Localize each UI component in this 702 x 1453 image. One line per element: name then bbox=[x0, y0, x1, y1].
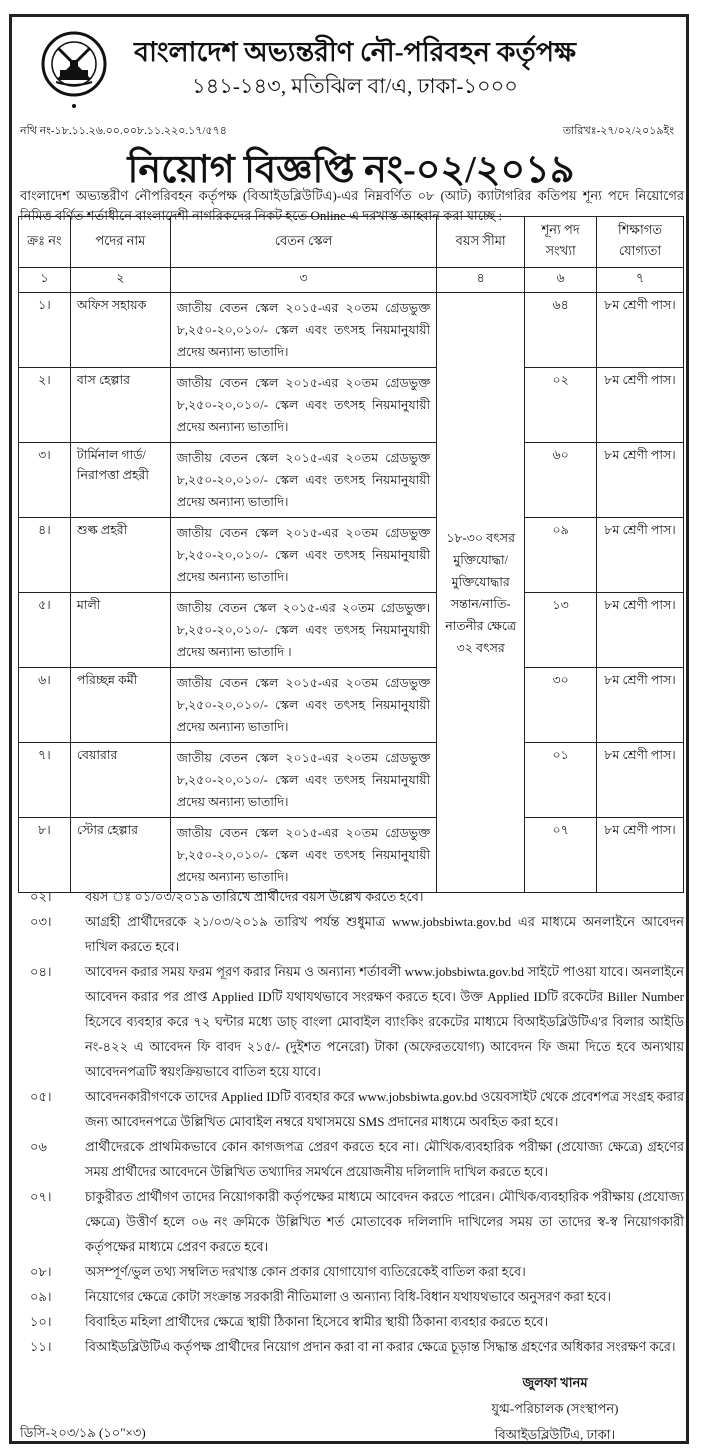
signatory-designation: যুগ্ম-পরিচালক (সংস্থাপন) bbox=[491, 1401, 619, 1416]
salary-scale-cell: জাতীয় বেতন স্কেল ২০১৫-এর ২০তম গ্রেডভুক্ত ৮,২৫০-২০,০১০/- স্কেল এবং তৎসহ নিয়মানুযায়ী প্রদেয় অন্যান্য ভাতাদি। bbox=[170, 443, 436, 518]
term-item bbox=[30, 1259, 684, 1284]
term-item bbox=[30, 1334, 684, 1359]
term-text: আগ্রহী প্রার্থীদেরকে ২১/০৩/২০১৯ তারিখ পর্যন্ত শুধুমাত্র www.jobsbiwta.gov.bd এর মাধ্যমে অনলাইনে আবেদন দাখিল করতে হবে। bbox=[85, 914, 684, 954]
terms-list bbox=[30, 884, 684, 1359]
serial-cell: ৩। bbox=[19, 443, 71, 518]
organization-address: ১৪১-১৪৩, মতিঝিল বা/এ, ঢাকা-১০০০ bbox=[192, 74, 518, 98]
table-row bbox=[19, 668, 684, 743]
serial-cell: ৬। bbox=[19, 668, 71, 743]
term-number: ০৩। bbox=[30, 914, 52, 929]
table-row bbox=[19, 818, 684, 893]
term-number: ০৫। bbox=[30, 1089, 52, 1104]
intro-paragraph: বাংলাদেশ অভ্যন্তরীণ নৌপরিবহন কর্তৃপক্ষ (বিআইডব্লিউটিএ)-এর নিম্নবর্ণিত ০৮ (আট) ক্যাটাগরির কতিপয় শূন্য পদে নিয়োগের নিমিত্ত বর্ণিত শর্তাধীনে বাংলাদেশী নাগরিকদের নিকট হতে Online এ দরখাস্ত আহ্বান করা যাচ্ছে : bbox=[20, 188, 684, 223]
term-text: বিআইডব্লিউটিএ কর্তৃপক্ষ প্রার্থীদের নিয়োগ প্রদান করা বা না করার ক্ষেত্রে চূড়ান্ত সিদ্ধান্ত গ্রহণের অধিকার সংরক্ষণ করে। bbox=[85, 1339, 676, 1354]
term-number: ০৪। bbox=[30, 964, 52, 979]
signatory-name: জুলফা খানম bbox=[522, 1375, 588, 1390]
table-row bbox=[19, 743, 684, 818]
qualification-cell: ৮ম শ্রেণী পাস। bbox=[597, 368, 684, 443]
salary-scale-cell: জাতীয় বেতন স্কেল ২০১৫-এর ২০তম গ্রেডভুক্ত ৮,২৫০-২০,০১০/- স্কেল এবং তৎসহ নিয়মানুযায়ী প্রদেয় অন্যান্য ভাতাদি। bbox=[170, 668, 436, 743]
term-text: বয়স ঃ ০১/০৩/২০১৯ তারিখে প্রার্থীদের বয়স উল্লেখ করতে হবে। bbox=[85, 889, 424, 904]
term-text: প্রার্থীদেরকে প্রাথমিকভাবে কোন কাগজপত্র প্রেরণ করতে হবে না। মৌখিক/ব্যবহারিক পরীক্ষা (প্রযোজ্য ক্ষেত্রে) গ্রহণের সময় প্রার্থীদের আবেদনে উল্লিখিত তথ্যাদির সমর্থনে প্রয়োজনীয় দলিলাদি দাখিল করতে হবে। bbox=[85, 1139, 684, 1179]
age-limit-cell: ১৮-৩০ বৎসর মুক্তিযোদ্ধা/ মুক্তিযোদ্ধার সন্তান/নাতি-নাতনীর ক্ষেত্রে ৩২ বৎসর bbox=[437, 293, 525, 893]
term-text: আবেদন করার সময় ফরম পূরণ করার নিয়ম ও অন্যান্য শর্তাবলী www.jobsbiwta.gov.bd সাইটে পাওয়া যাবে। অনলাইনে আবেদন করার পর প্রাপ্ত Applied IDটি যথাযথভাবে সংরক্ষণ করতে হবে। উক্ত Applied IDটি রকেটের Biller Number হিসেবে ব্যবহার করে ৭২ ঘন্টার মধ্যে ডাচ্ বাংলা মোবাইল ব্যাংকিং রকেটের মাধ্যমে বিআইডব্লিউটিএ'র বিলার আইডি নং-৪২২ এ আবেদন ফি বাবদ ২১৫/- (দুইশত পনেরো) টাকা (অফেরতযোগ্য) আবেদন ফি জমা দিতে হবে অন্যথায় আবেদনপত্রটি স্বয়ংক্রিয়ভাবে বাতিল হয়ে যাবে। bbox=[85, 964, 684, 1079]
footer-code: ডিসি-২০৩/১৯ (১০"×৩) bbox=[20, 1425, 146, 1440]
signatory-office: বিআইডব্লিউটিএ, ঢাকা। bbox=[494, 1427, 616, 1442]
header-post: পদের নাম bbox=[70, 217, 170, 268]
table-row bbox=[19, 593, 684, 668]
serial-cell: ৭। bbox=[19, 743, 71, 818]
column-number: ৭ bbox=[597, 268, 684, 293]
term-number: ১০। bbox=[30, 1314, 52, 1329]
header-age: বয়স সীমা bbox=[437, 217, 525, 268]
term-text: চাকুরীরত প্রার্থীগণ তাদের নিয়োগকারী কর্তৃপক্ষের মাধ্যমে আবেদন করতে পারেন। মৌখিক/ব্যবহারিক পরীক্ষায় (প্রযোজ্য ক্ষেত্রে) উত্তীর্ণ হলে ০৬ নং ক্রমিকে উল্লিখিত শর্ত মোতাবেক দলিলাদি দাখিলের সময় তা তাদের স্ব-স্ব নিয়োগকারী কর্তৃপক্ষের মাধ্যমে প্রেরণ করতে হবে। bbox=[85, 1189, 684, 1254]
salary-scale-cell: জাতীয় বেতন স্কেল ২০১৫-এর ২০তম গ্রেডভুক্ত ৮,২৫০-২০,০১০/- স্কেল এবং তৎসহ নিয়মানুযায়ী প্রদেয় অন্যান্য ভাতাদি। bbox=[170, 368, 436, 443]
column-number: ৩ bbox=[170, 268, 436, 293]
term-number: ০৭। bbox=[30, 1189, 52, 1204]
qualification-cell: ৮ম শ্রেণী পাস। bbox=[597, 743, 684, 818]
salary-scale-cell: জাতীয় বেতন স্কেল ২০১৫-এর ২০তম গ্রেডভুক্ত ৮,২৫০-২০,০১০/- স্কেল এবং তৎসহ নিয়মানুযায়ী প্রদেয় অন্যান্য ভাতাদি। bbox=[170, 518, 436, 593]
term-number: ০২। bbox=[30, 889, 52, 904]
organization-name: বাংলাদেশ অভ্যন্তরীণ নৌ-পরিবহন কর্তৃপক্ষ bbox=[134, 37, 576, 67]
vacancy-cell: ৬৪ bbox=[525, 293, 597, 368]
signature-block bbox=[430, 1370, 680, 1448]
vacancy-cell: ৩০ bbox=[525, 668, 597, 743]
column-number: ৬ bbox=[525, 268, 597, 293]
term-item bbox=[30, 959, 684, 1084]
header-vacancy: শূন্য পদ সংখ্যা bbox=[525, 217, 597, 268]
term-number: ১১। bbox=[30, 1339, 52, 1354]
vacancy-cell: ০৭ bbox=[525, 818, 597, 893]
column-number: ১ bbox=[19, 268, 71, 293]
vacancy-cell: ৬০ bbox=[525, 443, 597, 518]
post-name-cell: বেয়ারার bbox=[70, 743, 170, 818]
salary-scale-cell: জাতীয় বেতন স্কেল ২০১৫-এর ২০তম গ্রেডভুক্ত ৮,২৫০-২০,০১০/- স্কেল এবং তৎসহ নিয়মানুযায়ী প্রদেয় অন্যান্য ভাতাদি। bbox=[170, 743, 436, 818]
post-name-cell: মালী bbox=[70, 593, 170, 668]
salary-scale-cell: জাতীয় বেতন স্কেল ২০১৫-এর ২০তম গ্রেডভুক্ত ৮,২৫০-২০,০১০/- স্কেল এবং তৎসহ নিয়মানুযায়ী প্রদেয় অন্যান্য ভাতাদি। bbox=[170, 818, 436, 893]
term-text: বিবাহিত মহিলা প্রার্থীদের ক্ষেত্রে স্থায়ী ঠিকানা হিসেবে স্বামীর স্থায়ী ঠিকানা ব্যবহার করতে হবে। bbox=[85, 1314, 549, 1329]
serial-cell: ২। bbox=[19, 368, 71, 443]
header-salary: বেতন স্কেল bbox=[170, 217, 436, 268]
post-name-cell: অফিস সহায়ক bbox=[70, 293, 170, 368]
header-serial: ক্রঃ নং bbox=[19, 217, 71, 268]
term-item bbox=[30, 1084, 684, 1134]
post-name-cell: বাস হেল্পার bbox=[70, 368, 170, 443]
term-item bbox=[30, 1309, 684, 1334]
term-text: আবেদনকারীগণকে তাদের Applied IDটি ব্যবহার করে www.jobsbiwta.gov.bd ওয়েবসাইট থেকে প্রবেশপত্র সংগ্রহ করার জন্য আবেদনপত্রে উল্লিখিত মোবাইল নম্বরে যথাসময়ে SMS প্রদানের মাধ্যমে অবহিত করা হবে। bbox=[85, 1089, 684, 1129]
serial-cell: ৮। bbox=[19, 818, 71, 893]
table-row bbox=[19, 443, 684, 518]
table-row bbox=[19, 293, 684, 368]
term-number: ০৯। bbox=[30, 1289, 52, 1304]
term-item bbox=[30, 884, 684, 909]
qualification-cell: ৮ম শ্রেণী পাস। bbox=[597, 293, 684, 368]
serial-cell: ১। bbox=[19, 293, 71, 368]
vacancy-cell: ১৩ bbox=[525, 593, 597, 668]
salary-scale-cell: জাতীয় বেতন স্কেল ২০১৫-এর ২০তম গ্রেডভুক্ত। ৮,২৫০-২০,০১০/- স্কেল এবং তৎসহ নিয়মানুযায়ী প্রদেয় অন্যান্য ভাতাদি । bbox=[170, 593, 436, 668]
column-number-row bbox=[19, 268, 684, 293]
post-name-cell: পরিচ্ছন্ন কর্মী bbox=[70, 668, 170, 743]
post-name-cell: টার্মিনাল গার্ড/নিরাপত্তা প্রহরী bbox=[70, 443, 170, 518]
term-text: নিয়োগের ক্ষেত্রে কোটা সংক্রান্ত সরকারী নীতিমালা ও অন্যান্য বিধি-বিধান যথাযথভাবে অনুসরণ করা হবে। bbox=[85, 1289, 612, 1304]
term-item bbox=[30, 1184, 684, 1259]
qualification-cell: ৮ম শ্রেণী পাস। bbox=[597, 668, 684, 743]
qualification-cell: ৮ম শ্রেণী পাস। bbox=[597, 518, 684, 593]
table-header-row bbox=[19, 217, 684, 268]
term-item bbox=[30, 909, 684, 959]
term-text: অসম্পূর্ণ/ভুল তথ্য সম্বলিত দরখাস্ত কোন প্রকার যোগাযোগ ব্যতিরেকেই বাতিল করা হবে। bbox=[85, 1264, 526, 1279]
term-item bbox=[30, 1134, 684, 1184]
reference-number: নথি নং-১৮.১১.২৬.০০.০০৮.১১.২২০.১৭/৫৭৪ bbox=[20, 125, 227, 137]
term-number: ০৮। bbox=[30, 1264, 52, 1279]
vacancy-table bbox=[18, 216, 684, 893]
notice-title: নিয়োগ বিজ্ঞপ্তি নং-০২/২০১৯ bbox=[127, 149, 575, 191]
column-number: ৪ bbox=[437, 268, 525, 293]
column-number: ২ bbox=[70, 268, 170, 293]
vacancy-cell: ০৯ bbox=[525, 518, 597, 593]
table-row bbox=[19, 368, 684, 443]
issue-date: তারিখঃ-২৭/০২/২০১৯ইং bbox=[562, 125, 674, 137]
term-item bbox=[30, 1284, 684, 1309]
vacancy-cell: ০২ bbox=[525, 368, 597, 443]
post-name-cell: শুল্ক প্রহরী bbox=[70, 518, 170, 593]
table-row bbox=[19, 518, 684, 593]
qualification-cell: ৮ম শ্রেণী পাস। bbox=[597, 443, 684, 518]
serial-cell: ৪। bbox=[19, 518, 71, 593]
header-qualification: শিক্ষাগত যোগ্যতা bbox=[597, 217, 684, 268]
qualification-cell: ৮ম শ্রেণী পাস। bbox=[597, 818, 684, 893]
post-name-cell: স্টোর হেল্পার bbox=[70, 818, 170, 893]
salary-scale-cell: জাতীয় বেতন স্কেল ২০১৫-এর ২০তম গ্রেডভুক্ত ৮,২৫০-২০,০১০/- স্কেল এবং তৎসহ নিয়মানুযায়ী প্রদেয় অন্যান্য ভাতাদি। bbox=[170, 293, 436, 368]
term-number: ০৬ bbox=[30, 1139, 47, 1154]
serial-cell: ৫। bbox=[19, 593, 71, 668]
qualification-cell: ৮ম শ্রেণী পাস। bbox=[597, 593, 684, 668]
biwta-logo-icon bbox=[40, 28, 108, 112]
vacancy-cell: ০১ bbox=[525, 743, 597, 818]
